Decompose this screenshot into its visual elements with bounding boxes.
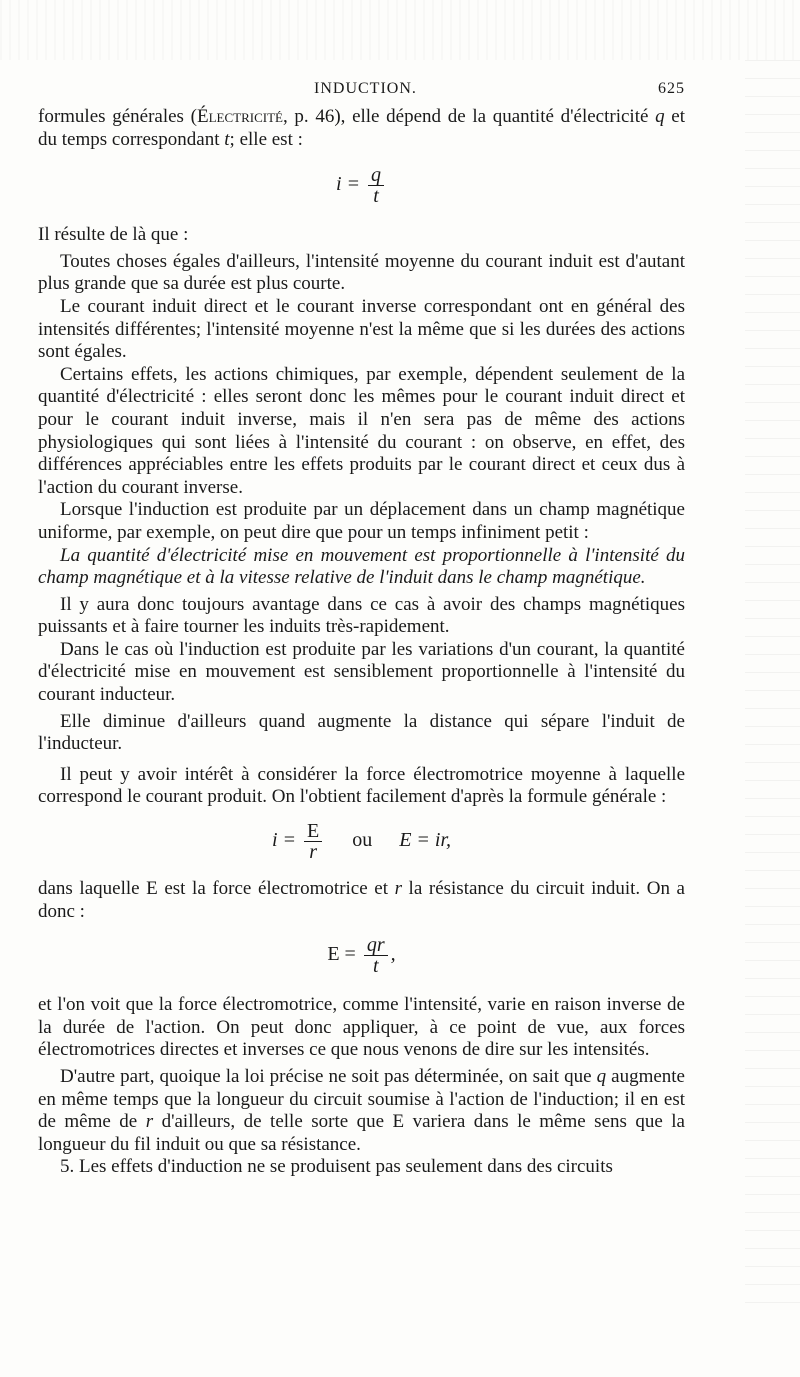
equation-i-q-t: i = $\frac{q}{t}$ [38,165,685,206]
paragraph-4: Le courant induit direct et le courant inverse correspondant ont en général des intensités différentes; l'intensité moyenne n'est la même que si les durées des actions sont égales. [38,295,685,363]
page-number: 625 [658,80,685,97]
scan-noise-top [0,0,800,60]
scan-noise-margin [745,60,800,1320]
paragraph-15-section-5: 5. Les effets d'induction ne se produisent pas seulement dans des circuits [60,1156,613,1178]
paragraph-14: D'autre part, quoique la loi précise ne soit pas déterminée, on sait que q augmente en même temps que la longueur du circuit soumise à l'action de l'induction; il en est de même de r d'ailleurs, de telle sorte que E variera dans le même sens que la longueur du fil induit ou que sa résistance. [38,1066,685,1155]
paragraph-10: Elle diminue d'ailleurs quand augmente la distance qui sépare l'induit de l'inducteur. [38,710,685,755]
paragraph-11: Il peut y avoir intérêt à considérer la force électromotrice moyenne à laquelle correspond le courant produit. On l'obtient facilement d'après la formule générale : [38,763,685,808]
running-header [38,78,685,104]
paragraph-7-law: La quantité d'électricité mise en mouvement est proportionnelle à l'intensité du champ magnétique et à la vitesse relative de l'induit dans le champ magnétique. [38,544,685,589]
equation-e-qr-t: E = $\frac{qr}{t}$ , [327,934,396,978]
equation-i-e-r: i = $\frac{E}{r}$ ou E = ir, [271,820,452,864]
document-page [38,78,685,1179]
paragraph-12: dans laquelle E est la force électromotrice et r la résistance du circuit induit. On a donc : [38,878,685,922]
paragraph-3: Toutes choses égales d'ailleurs, l'intensité moyenne du courant induit est d'autant plus grande que sa durée est plus courte. [38,250,685,295]
paragraph-13: et l'on voit que la force électromotrice, comme l'intensité, varie en raison inverse de la durée de l'action. On peut donc appliquer, à ce point de vue, aux forces électromotrices directes et inverses ce que nous venons de dire sur les intensités. [38,994,685,1061]
paragraph-9: Dans le cas où l'induction est produite par les variations d'un courant, la quantité d'électricité mise en mouvement est sensiblement proportionnelle à l'intensité du courant inducteur. [38,638,685,706]
paragraph-8: Il y aura donc toujours avantage dans ce cas à avoir des champs magnétiques puissants et à faire tourner les induits très-rapidement. [38,593,685,638]
paragraph-6: Lorsque l'induction est produite par un déplacement dans un champ magnétique uniforme, par exemple, on peut dire que pour un temps infiniment petit : [38,499,685,543]
paragraph-1: formules générales (Électricité, p. 46), elle dépend de la quantité d'électricité q et du temps correspondant t; elle est : [38,106,686,150]
paragraph-2: Il résulte de là que : [38,224,189,246]
paragraph-5: Certains effets, les actions chimiques, par exemple, dépendent seulement de la quantité d'électricité : elles seront donc les mêmes pour le courant induit direct et pour le courant induit inverse, mais il n'en sera pas de même des actions physiologiques qui sont liées à l'intensité du courant : on observe, en effet, des différences appréciables entre les effets produits par le courant direct et ceux dus à l'action du courant inverse. [38,363,685,498]
header-title: INDUCTION. [314,80,417,97]
